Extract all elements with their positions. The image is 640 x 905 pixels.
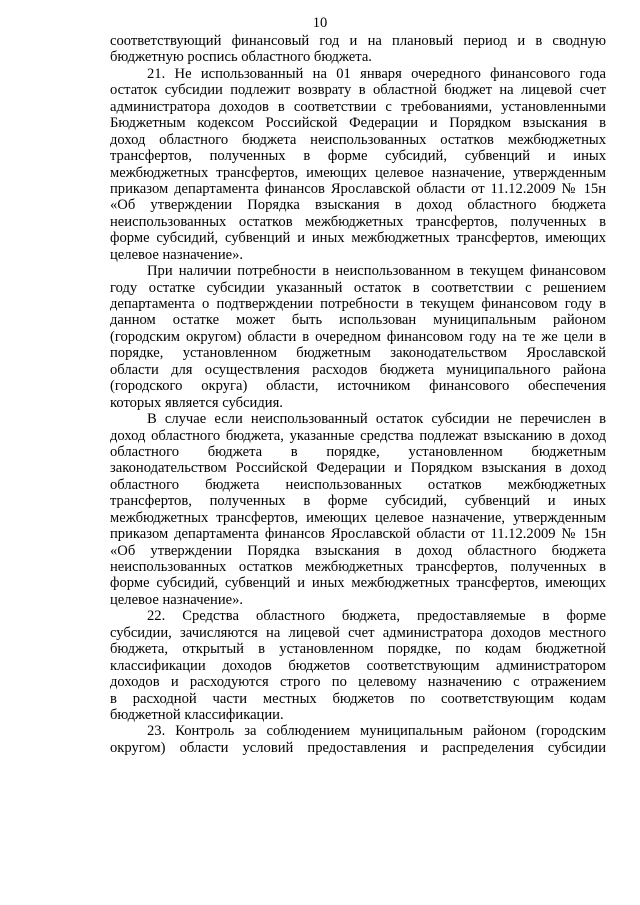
text-line: неиспользованных остатков межбюджетных трансфертов, полученных в <box>110 213 606 230</box>
text-line: доход областного бюджета, указанные средства подлежат взысканию в доход <box>110 427 606 444</box>
text-line: году остатке субсидии указанный остаток в соответствии с решением <box>110 279 606 296</box>
document-body <box>110 33 606 756</box>
text-line: неиспользованных остатков межбюджетных трансфертов, полученных в <box>110 559 606 575</box>
text-line: форме субсидий, субвенций и иных межбюджетных трансфертов, имеющих <box>110 575 606 592</box>
text-line: округом) области условий предоставления и распределения субсидии <box>110 739 606 756</box>
paragraph <box>110 723 606 756</box>
text-line: (городского округа) области, источником финансового обеспечения <box>110 378 606 395</box>
text-line: доход областного бюджета неиспользованных остатков межбюджетных <box>110 131 606 148</box>
text-line: приказом департамента финансов Ярославской области от 11.12.2009 № 15н <box>110 526 606 543</box>
text-line: бюджетной классификации. <box>110 706 284 723</box>
text-line: целевое назначение». <box>110 591 244 608</box>
text-line: доходов и расходуются строго по целевому назначению с отражением <box>110 674 606 691</box>
text-line: субсидии, зачисляются на лицевой счет администратора доходов местного <box>110 624 606 641</box>
text-line: целевое назначение». <box>110 246 244 263</box>
text-line: бюджетную роспись областного бюджета. <box>110 49 372 66</box>
text-line: В случае если неиспользованный остаток субсидии не перечислен в <box>147 411 606 428</box>
text-line: законодательством Российской Федерации и Порядком взыскания в доход <box>110 460 606 477</box>
text-line: 23. Контроль за соблюдением муниципальным районом (городским <box>147 723 606 740</box>
text-line: форме субсидий, субвенций и иных межбюджетных трансфертов, имеющих <box>110 230 606 247</box>
text-line: области для осуществления расходов бюджета муниципального района <box>110 361 606 378</box>
text-line: межбюджетных трансфертов, имеющих целевое назначение, утвержденным <box>110 164 606 181</box>
paragraph <box>110 411 606 608</box>
text-line: межбюджетных трансфертов, имеющих целевое назначение, утвержденным <box>110 509 606 526</box>
paragraph <box>110 608 606 723</box>
page-number: 10 <box>312 15 328 31</box>
text-line: «Об утверждении Порядка взыскания в доход областного бюджета <box>110 542 606 559</box>
text-line: бюджета, открытый в установленном порядке, по кодам бюджетной <box>110 641 606 658</box>
text-line: администратора доходов в соответствии с требованиями, установленными <box>110 98 606 115</box>
paragraph <box>110 66 606 263</box>
text-line: данном остатке может быть использован муниципальным районом <box>110 312 606 329</box>
text-line: 22. Средства областного бюджета, предоставляемые в форме <box>147 608 606 625</box>
text-line: (городским округом) области в очередном финансовом году на те же цели в <box>110 328 606 345</box>
text-line: областного бюджета неиспользованных остатков межбюджетных <box>110 476 606 493</box>
text-line: областного бюджета в порядке, установленном бюджетным <box>110 443 606 460</box>
text-line: 21. Не использованный на 01 января очередного финансового года <box>147 65 606 82</box>
text-line: трансфертов, полученных в форме субсидий, субвенций и иных <box>110 493 606 510</box>
text-line: в расходной части местных бюджетов по соответствующим кодам <box>110 690 606 707</box>
text-line: приказом департамента финансов Ярославской области от 11.12.2009 № 15н <box>110 180 606 197</box>
paragraph <box>110 33 606 66</box>
text-line: остаток субсидии подлежит возврату в областной бюджет на лицевой счет <box>110 82 606 99</box>
text-line: При наличии потребности в неиспользованном в текущем финансовом <box>147 263 606 280</box>
text-line: которых является субсидия. <box>110 394 283 411</box>
text-line: департамента о подтверждении потребности в текущем финансовом году в <box>110 296 606 312</box>
text-line: «Об утверждении Порядка взыскания в доход областного бюджета <box>110 197 606 214</box>
text-line: соответствующий финансовый год и на плановый период и в сводную <box>110 33 606 49</box>
text-line: трансфертов, полученных в форме субсидий, субвенций и иных <box>110 148 606 165</box>
text-line: Бюджетным кодексом Российской Федерации и Порядком взыскания в <box>110 115 606 132</box>
paragraph <box>110 263 606 411</box>
text-line: порядке, установленном бюджетным законодательством Ярославской <box>110 345 606 362</box>
text-line: классификации доходов бюджетов соответствующим администратором <box>110 657 606 674</box>
